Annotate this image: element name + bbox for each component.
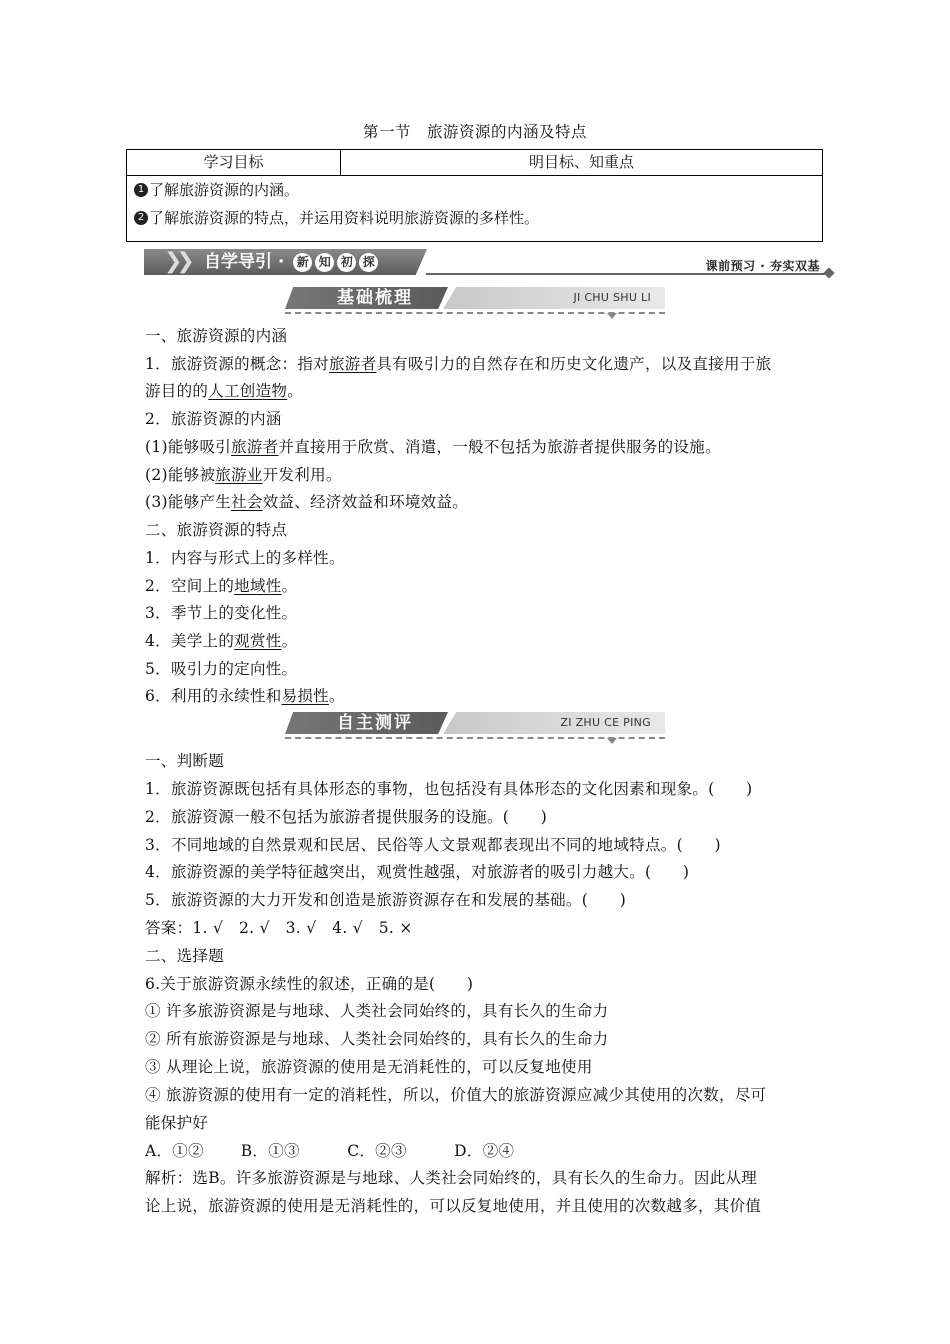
underlined-term: 观赏性 (234, 632, 282, 650)
triangle-marker-icon (607, 738, 617, 744)
text-line: 3．季节上的变化性。 (145, 604, 298, 622)
banner-label: 自学导引 · (204, 252, 285, 272)
underlined-term: 人工创造物 (208, 382, 288, 400)
objective-item (127, 176, 822, 204)
text-line (145, 629, 297, 651)
text-span: (1)能够吸引 (145, 438, 232, 456)
objectives-header-right: 明目标、知重点 (528, 153, 634, 171)
explanation-line: 解析：选B。许多旅游资源是与地球、人类社会同始终的，具有长久的生命力。因此从理 (145, 1169, 758, 1187)
text-span: 。 (328, 687, 345, 705)
banner-title (204, 251, 378, 273)
heading-line: 一、判断题 (145, 752, 225, 770)
objective-item (127, 204, 822, 232)
question-line: 4．旅游资源的美学特征越突出，观赏性越强，对旅游者的吸引力越大。( ) (145, 863, 690, 881)
question-line: 5．旅游资源的大力开发和创造是旅游资源存在和发展的基础。( ) (145, 891, 627, 909)
text-span: 开发利用。 (262, 466, 342, 484)
text-line (145, 684, 345, 706)
number-1-icon: 1 (134, 183, 148, 197)
section-header-self-test (285, 712, 665, 742)
triangle-marker-icon (607, 313, 617, 319)
option-line: ② 所有旅游资源是与地球、人类社会同始终的，具有长久的生命力 (145, 1030, 609, 1048)
question-line: 1．旅游资源既包括有具体形态的事物，也包括没有具体形态的文化因素和现象。( ) (145, 780, 753, 798)
question-line: 3．不同地域的自然景观和民居、民俗等人文景观都表现出不同的地域特点。( ) (145, 836, 721, 854)
text-span: 。 (281, 577, 298, 595)
answer-line: 答案：1. √ 2. √ 3. √ 4. √ 5. × (145, 919, 413, 937)
objectives-header (127, 150, 822, 176)
text-span: 。 (281, 632, 298, 650)
text-span: 。 (287, 382, 304, 400)
text-line (145, 352, 771, 374)
text-line (145, 435, 721, 457)
banner-char: 新 (293, 253, 312, 272)
option-line: 能保护好 (145, 1114, 209, 1132)
number-2-icon: 2 (134, 211, 148, 225)
explanation-line: 论上说，旅游资源的使用是无消耗性的，可以反复地使用，并且使用的次数越多，其价值 (145, 1197, 762, 1215)
banner-char: 探 (359, 253, 378, 272)
objectives-header-left: 学习目标 (127, 150, 341, 175)
text-span: 并直接用于欣赏、消遣，一般不包括为旅游者提供服务的设施。 (278, 438, 721, 456)
text-span: 4．美学上的 (145, 632, 235, 650)
text-span: 6．利用的永续性和 (145, 687, 282, 705)
banner-char: 知 (315, 253, 334, 272)
section-pinyin: JI CHU SHU LI (573, 291, 651, 304)
heading-line: 一、旅游资源的内涵 (145, 327, 288, 345)
underlined-term: 旅游业 (215, 466, 263, 484)
section-pinyin: ZI ZHU CE PING (560, 716, 651, 729)
underlined-term: 易损性 (281, 687, 329, 705)
question-line: 6.关于旅游资源永续性的叙述，正确的是( ) (145, 975, 474, 993)
text-span: 效益、经济效益和环境效益。 (262, 493, 469, 511)
banner-subtitle: 课前预习 · 夯实双基 (705, 259, 820, 273)
option-line: ① 许多旅游资源是与地球、人类社会同始终的，具有长久的生命力 (145, 1002, 609, 1020)
choices-line: A．①② B．①③ C．②③ D．②④ (145, 1142, 515, 1160)
text-line: 1．内容与形式上的多样性。 (145, 549, 345, 567)
text-span: (3)能够产生 (145, 493, 232, 511)
text-span: 1．旅游资源的概念：指对 (145, 355, 329, 373)
text-span: 具有吸引力的自然存在和历史文化遗产，以及直接用于旅 (376, 355, 772, 373)
section-title: 自主测评 (337, 713, 413, 733)
text-span: 游目的的 (145, 382, 209, 400)
section-header-basics (285, 287, 665, 317)
text-line (145, 490, 468, 512)
double-chevron-icon: ❯❯ (164, 249, 189, 274)
text-span: 2．空间上的 (145, 577, 235, 595)
underlined-term: 地域性 (234, 577, 282, 595)
text-line (145, 574, 297, 596)
text-line: 5．吸引力的定向性。 (145, 660, 298, 678)
underlined-term: 社会 (231, 493, 263, 511)
option-line: ③ 从理论上说，旅游资源的使用是无消耗性的，可以反复地使用 (145, 1058, 593, 1076)
heading-line: 二、旅游资源的特点 (145, 521, 288, 539)
option-line: ④ 旅游资源的使用有一定的消耗性，所以，价值大的旅游资源应减少其使用的次数，尽可 (145, 1086, 767, 1104)
underlined-term: 旅游者 (328, 355, 377, 373)
text-line (145, 379, 303, 401)
underlined-term: 旅游者 (231, 438, 279, 456)
text-line: 2．旅游资源的内涵 (145, 410, 282, 428)
heading-line: 二、选择题 (145, 947, 225, 965)
text-span: (2)能够被 (145, 466, 216, 484)
self-study-banner (144, 249, 834, 277)
section-title: 基础梳理 (337, 288, 413, 308)
objective-text: 了解旅游资源的内涵。 (149, 181, 300, 199)
text-line (145, 463, 342, 485)
question-line: 2．旅游资源一般不包括为旅游者提供服务的设施。( ) (145, 808, 548, 826)
banner-char: 初 (337, 253, 356, 272)
diamond-icon (823, 267, 834, 278)
page-title: 第一节 旅游资源的内涵及特点 (362, 123, 587, 141)
objectives-table (126, 149, 823, 242)
objective-text: 了解旅游资源的特点，并运用资料说明旅游资源的多样性。 (149, 209, 540, 227)
